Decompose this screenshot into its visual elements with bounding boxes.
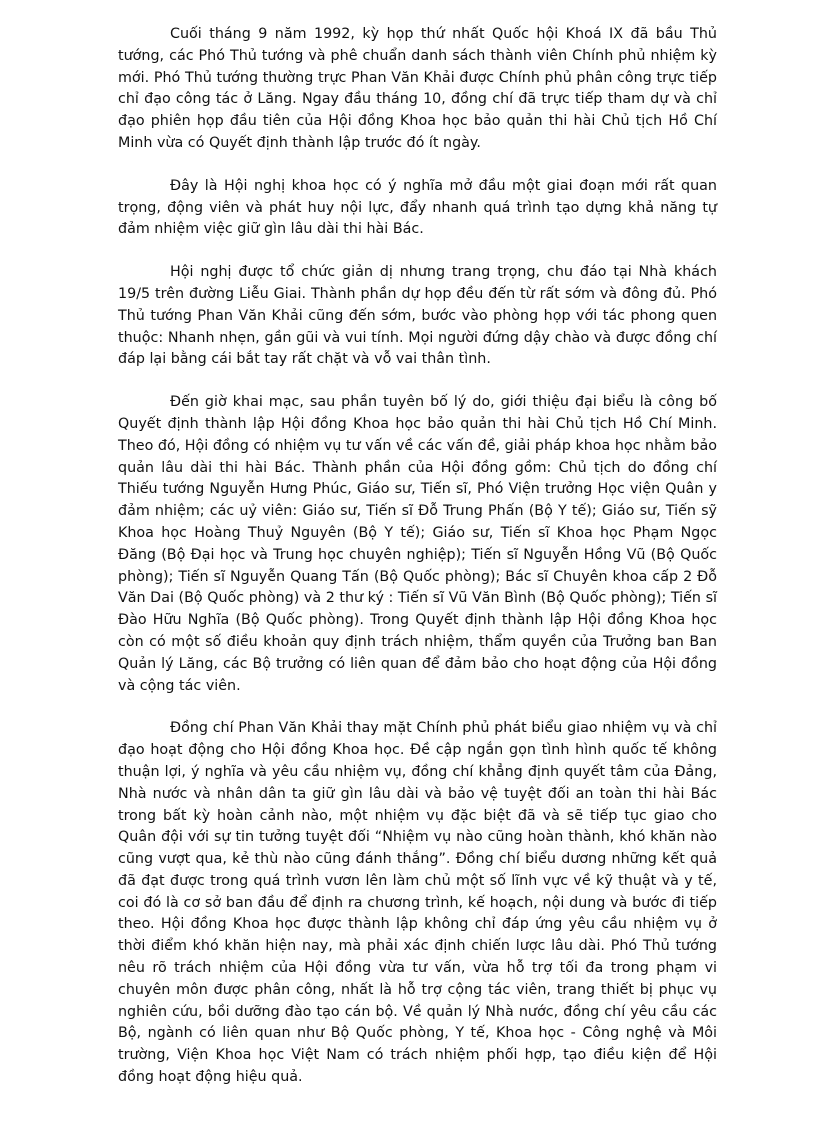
paragraph-spacer [118, 371, 717, 392]
paragraph-conference-significance: Đây là Hội nghị khoa học có ý nghĩa mở đầu một giai đoạn mới rất quan trọng, động viên và phát huy nội lực, đẩy nhanh quá trình tạo dựng khả năng tự đảm nhiệm việc giữ gìn lâu dài thi hài Bác. [118, 177, 717, 238]
paragraph-deputy-pm-speech: Đồng chí Phan Văn Khải thay mặt Chính phủ phát biểu giao nhiệm vụ và chỉ đạo hoạt động cho Hội đồng Khoa học. Đề cập ngắn gọn tình hình quốc tế không thuận lợi, ý nghĩa và yêu cầu nhiệm vụ, đồng chí khẳng định quyết tâm của Đảng, Nhà nước và nhân dân ta giữ gìn lâu dài và bảo vệ tuyệt đối an toàn thi hài Bác trong bất kỳ hoàn cảnh nào, một nhiệm vụ đặc biệt đã và sẽ tiếp tục giao cho Quân đội với sự tin tưởng tuyệt đối “Nhiệm vụ nào cũng hoàn thành, khó khăn nào cũng vượt qua, kẻ thù nào cũng đánh thắng”. Đồng chí biểu dương những kết quả đã đạt được trong quá trình vươn lên làm chủ một số lĩnh vực về kỹ thuật và y tế, coi đó là cơ sở ban đầu để định ra chương trình, kế hoạch, nội dung và bước đi tiếp theo. Hội đồng Khoa học được thành lập không chỉ đáp ứng yêu cầu nhiệm vụ ở thời điểm khó khăn hiện nay, mà phải xác định chiến lược lâu dài. Phó Thủ tướng nêu rõ trách nhiệm của Hội đồng vừa tư vấn, vừa hỗ trợ tối đa trong phạm vi chuyên môn được phân công, nhất là hỗ trợ cộng tác viên, trang thiết bị phục vụ nghiên cứu, bồi dưỡng đào tạo cán bộ. Về quản lý Nhà nước, đồng chí yêu cầu các Bộ, ngành có liên quan như Bộ Quốc phòng, Y tế, Khoa học - Công nghệ và Môi trường, Viện Khoa học Việt Nam có trách nhiệm phối hợp, tạo điều kiện để Hội đồng hoạt động hiệu quả. [118, 720, 717, 1086]
paragraph-session-opening: Cuối tháng 9 năm 1992, kỳ họp thứ nhất Quốc hội Khoá IX đã bầu Thủ tướng, các Phó Thủ tướng và phê chuẩn danh sách thành viên Chính phủ nhiệm kỳ mới. Phó Thủ tướng thường trực Phan Văn Khải được Chính phủ phân công trực tiếp chỉ đạo công tác ở Lăng. Ngay đầu tháng 10, đồng chí đã trực tiếp tham dự và chỉ đạo phiên họp đầu tiên của Hội đồng Khoa học bảo quản thi hài Chủ tịch Hồ Chí Minh vừa có Quyết định thành lập trước đó ít ngày. [118, 26, 717, 151]
paragraph-council-composition: Đến giờ khai mạc, sau phần tuyên bố lý do, giới thiệu đại biểu là công bố Quyết định thành lập Hội đồng Khoa học bảo quản thi hài Chủ tịch Hồ Chí Minh. Theo đó, Hội đồng có nhiệm vụ tư vấn về các vấn đề, giải pháp khoa học nhằm bảo quản lâu dài thi hài Bác. Thành phần của Hội đồng gồm: Chủ tịch do đồng chí Thiếu tướng Nguyễn Hưng Phúc, Giáo sư, Tiến sĩ, Phó Viện trưởng Học viện Quân y đảm nhiệm; các uỷ viên: Giáo sư, Tiến sĩ Đỗ Trung Phấn (Bộ Y tế); Giáo sư, Tiến sỹ Khoa học Hoàng Thuỷ Nguyên (Bộ Y tế); Giáo sư, Tiến sĩ Khoa học Phạm Ngọc Đăng (Bộ Đại học và Trung học chuyên nghiệp); Tiến sĩ Nguyễn Hồng Vũ (Bộ Quốc phòng); Tiến sĩ Nguyễn Quang Tấn (Bộ Quốc phòng); Bác sĩ Chuyên khoa cấp 2 Đỗ Văn Dai (Bộ Quốc phòng) và 2 thư ký : Tiến sĩ Vũ Văn Bình (Bộ Quốc phòng); Tiến sĩ Đào Hữu Nghĩa (Bộ Quốc phòng). Trong Quyết định thành lập Hội đồng Khoa học còn có một số điều khoản quy định trách nhiệm, thẩm quyền của Trưởng ban Ban Quản lý Lăng, các Bộ trưởng có liên quan để đảm bảo cho hoạt động của Hội đồng và cộng tác viên. [118, 394, 717, 694]
paragraph-spacer [118, 697, 717, 718]
document-page [118, 24, 717, 1089]
paragraph-spacer [118, 155, 717, 176]
paragraph-spacer [118, 241, 717, 262]
paragraph-conference-venue: Hội nghị được tổ chức giản dị nhưng trang trọng, chu đáo tại Nhà khách 19/5 trên đường Liễu Giai. Thành phần dự họp đều đến từ rất sớm và đông đủ. Phó Thủ tướng Phan Văn Khải cũng đến sớm, bước vào phòng họp với tác phong quen thuộc: Nhanh nhẹn, gần gũi và vui tính. Mọi người đứng dậy chào và được đồng chí đáp lại bằng cái bắt tay rất chặt và vỗ vai thân tình. [118, 264, 717, 368]
